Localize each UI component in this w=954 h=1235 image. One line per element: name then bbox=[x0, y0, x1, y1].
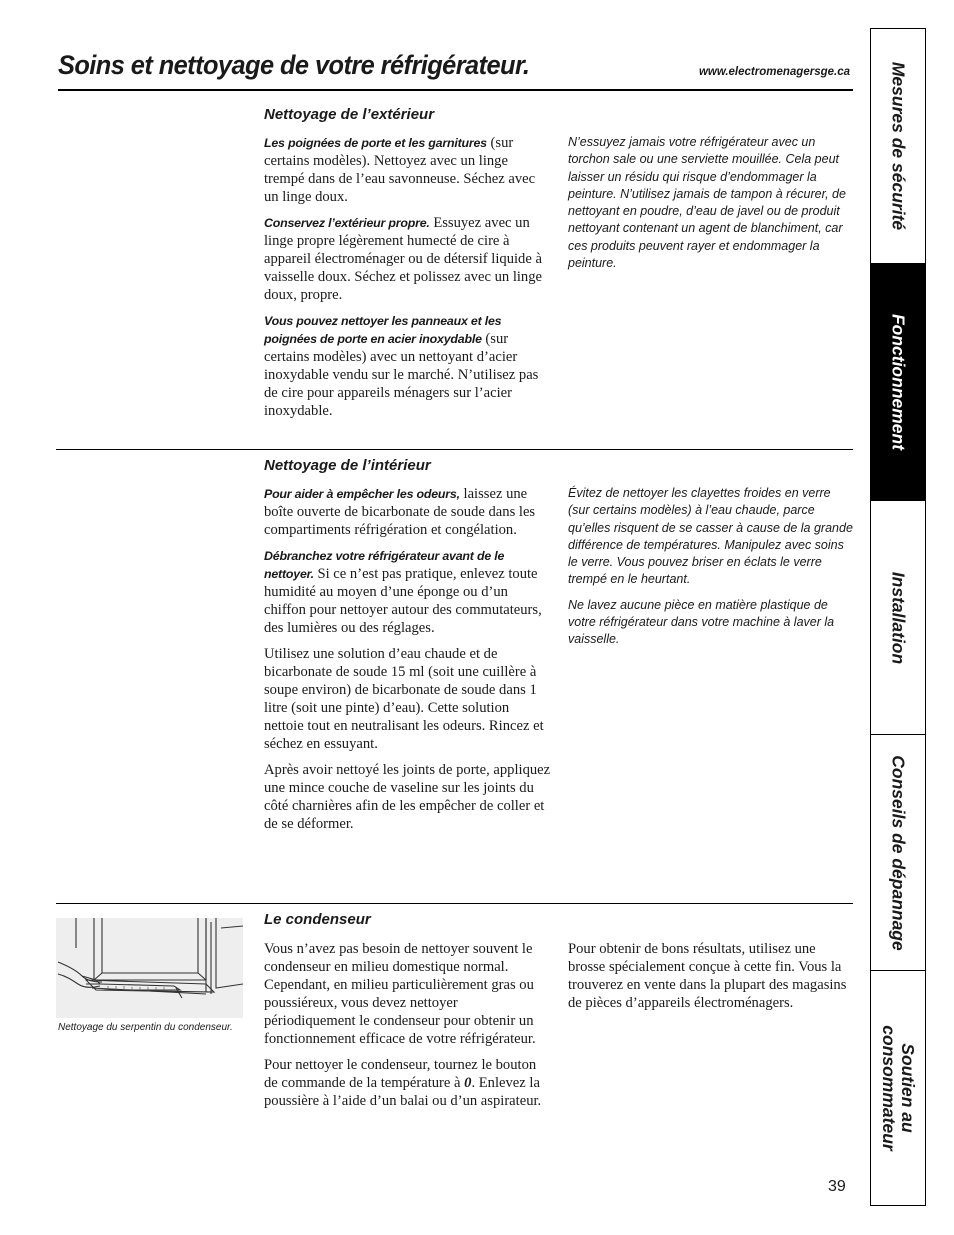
interior-paragraph-3: Utilisez une solution d’eau chaude et de bicarbonate de soude 15 ml (soit une cuillère à soupe environ) de bicarbonate de soude dans 1 litre (soit une pinte) d’eau). Cette solution nettoie tout en neutralisant les odeurs. Rincez et séchez en essuyant. bbox=[264, 646, 544, 752]
heading-exterior-cleaning: Nettoyage de l’extérieur bbox=[264, 106, 435, 123]
condenser-paragraph-2 bbox=[264, 1056, 552, 1110]
nav-tab-operation-label: Fonctionnement bbox=[888, 313, 909, 451]
exterior-paragraph-2 bbox=[264, 214, 552, 304]
interior-note-1: Évitez de nettoyer les clayettes froides en verre (sur certains modèles) à l’eau chaude, parce qu’elles risquent de se casser à cause de la grande différence de températures. Manipulez avec soins le verre. Vous pouvez briser en éclats le verre trempé en le heurtant. bbox=[568, 486, 853, 587]
exterior-note-text: N’essuyez jamais votre réfrigérateur avec un torchon sale ou une serviette mouillée. Cela peut laisser un résidu qui risque d’endommager la peinture. N’utilisez jamais de tampon à récurer, de nettoyant en poudre, d’eau de javel ou de produit nettoyant contenant un agent de blanchiment, car ces produits peuvent rayer et endommager la peinture. bbox=[568, 135, 846, 271]
condenser-p2-setting: 0 bbox=[464, 1075, 472, 1091]
condenser-drawing bbox=[56, 918, 243, 1018]
condenser-right-paragraph: Pour obtenir de bons résultats, utilisez une brosse spécialement conçue à cette fin. Vous la trouverez en vente dans la plupart des magasins de pièces d’appareils électroménagers. bbox=[568, 941, 847, 1011]
exterior-p3-lead: Vous pouvez nettoyer les panneaux et les poignées de porte en acier inoxydable bbox=[264, 314, 502, 346]
nav-tab-troubleshooting-label: Conseils de dépannage bbox=[888, 754, 909, 951]
nav-tab-installation[interactable] bbox=[871, 501, 925, 735]
interior-text-column bbox=[264, 485, 552, 841]
exterior-text-column bbox=[264, 134, 552, 428]
exterior-p1-text: (sur certains modèles). Nettoyez avec un linge trempé dans de l’eau savonneuse. Séchez avec un linge doux. bbox=[264, 135, 536, 205]
nav-tab-consumer-support-label: Soutien au consommateur bbox=[879, 1025, 918, 1151]
page-number: 39 bbox=[828, 1178, 846, 1195]
exterior-paragraph-3 bbox=[264, 312, 552, 420]
interior-paragraph-1 bbox=[264, 485, 552, 539]
interior-paragraph-2 bbox=[264, 547, 552, 637]
section-divider bbox=[56, 449, 853, 450]
interior-p2-text: Si ce n’est pas pratique, enlevez toute humidité au moyen d’une éponge ou d’un chiffon pour nettoyer autour des commutateurs, des lumières ou des réglages. bbox=[264, 566, 542, 636]
nav-tab-troubleshooting[interactable] bbox=[871, 735, 925, 971]
nav-tab-operation[interactable] bbox=[871, 264, 925, 501]
exterior-note bbox=[568, 134, 853, 280]
interior-p1-text: laissez une boîte ouverte de bicarbonate de soude dans les compartiments réfrigération et congélation. bbox=[264, 486, 536, 538]
exterior-p1-lead: Les poignées de porte et les garnitures bbox=[264, 136, 487, 150]
section-divider bbox=[56, 903, 853, 904]
condenser-p2-text-before: Pour nettoyer le condenseur, tournez le bouton de commande de la température à bbox=[264, 1057, 537, 1091]
website-url[interactable]: www.electromenagersge.ca bbox=[698, 66, 850, 78]
condenser-text-column bbox=[264, 940, 552, 1118]
condenser-illustration-caption: Nettoyage du serpentin du condenseur. bbox=[58, 1022, 233, 1033]
interior-paragraph-4: Après avoir nettoyé les joints de porte, appliquez une mince couche de vaseline sur les joints du côté charnières afin de les empêcher de coller et de se déformer. bbox=[264, 762, 551, 832]
heading-interior-cleaning: Nettoyage de l’intérieur bbox=[264, 457, 431, 474]
interior-p1-lead: Pour aider à empêcher les odeurs, bbox=[264, 487, 460, 501]
exterior-p2-text: Essuyez avec un linge propre légèrement humecté de cire à appareil électroménager ou de détersif liquide à vaisselle doux. Séchez et polissez avec un linge doux, propre. bbox=[264, 215, 543, 303]
nav-tab-consumer-support[interactable] bbox=[871, 971, 925, 1205]
nav-tab-safety-label: Mesures de sécurité bbox=[888, 61, 909, 231]
exterior-p3-text: (sur certains modèles) avec un nettoyant d’acier inoxydable vendu sur le marché. N’utilisez pas de cire pour appareils ménagers sur l’acier inoxydable. bbox=[264, 331, 539, 419]
exterior-paragraph-1 bbox=[264, 134, 552, 206]
nav-tab-safety[interactable] bbox=[871, 29, 925, 264]
heading-condenser: Le condenseur bbox=[264, 911, 371, 928]
title-divider bbox=[58, 89, 853, 91]
interior-notes bbox=[568, 485, 853, 657]
condenser-p2-text-after: . Enlevez la poussière à l’aide d’un balai ou d’un aspirateur. bbox=[264, 1075, 542, 1109]
nav-tab-installation-label: Installation bbox=[888, 571, 909, 664]
interior-note-2: Ne lavez aucune pièce en matière plastique de votre réfrigérateur dans votre machine à laver la vaisselle. bbox=[568, 597, 835, 647]
interior-p2-lead: Débranchez votre réfrigérateur avant de le nettoyer. bbox=[264, 549, 505, 581]
condenser-right-column bbox=[568, 940, 850, 1020]
condenser-paragraph-1: Vous n’avez pas besoin de nettoyer souvent le condenseur en milieu domestique normal. Cependant, en milieu particulièrement gras ou poussiéreux, vous devez nettoyer périodiquement le condenseur pour obtenir un fonctionnement efficace de votre réfrigérateur. bbox=[264, 941, 536, 1047]
exterior-p2-lead: Conservez l’extérieur propre. bbox=[264, 216, 430, 230]
condenser-cleaning-illustration bbox=[56, 918, 243, 1018]
side-navigation bbox=[870, 28, 926, 1206]
page-title: Soins et nettoyage de votre réfrigérateur. bbox=[58, 50, 530, 80]
